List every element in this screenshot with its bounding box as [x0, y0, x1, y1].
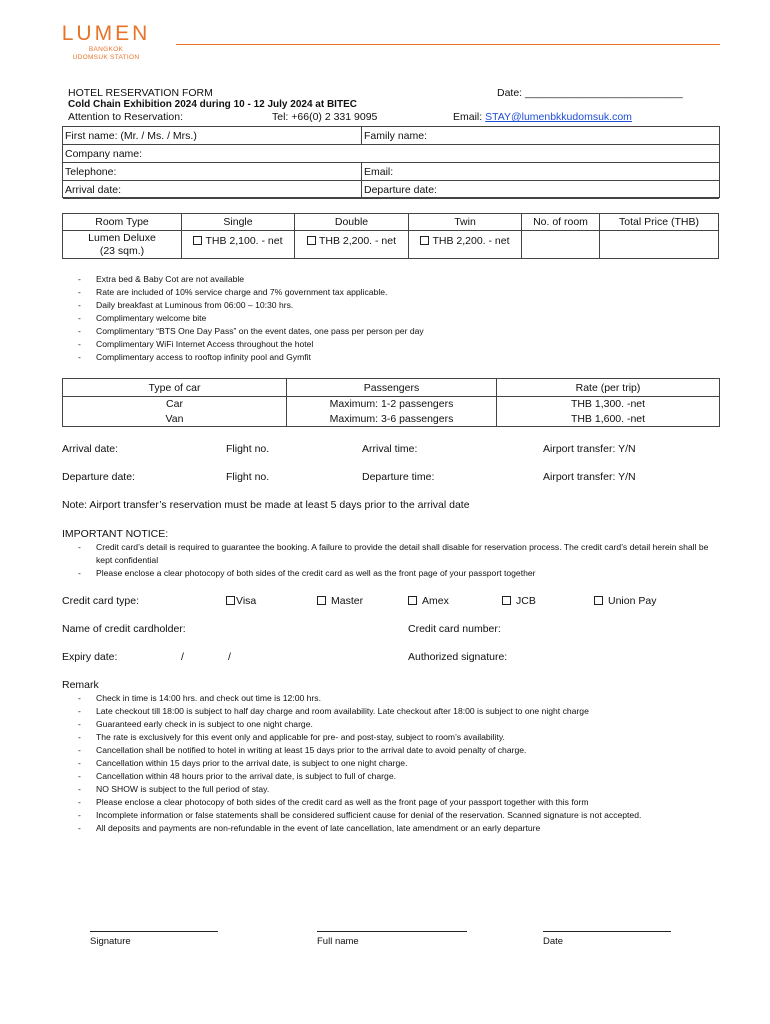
- checkbox-icon[interactable]: [193, 236, 202, 245]
- email-label: Email:: [453, 111, 486, 123]
- checkbox-icon[interactable]: [502, 596, 511, 605]
- divider: [361, 127, 362, 145]
- list-item: - Credit card’s detail is required to guarantee the booking. A failure to provide the detail shall disable for reservation process. The credit card’s detail herein shall be kept confidential: [62, 541, 722, 567]
- card-option-label: Master: [331, 595, 364, 607]
- list-item: - Complimentary WiFi Internet Access throughout the hotel: [62, 338, 424, 351]
- date-line[interactable]: [543, 931, 671, 932]
- logo-brand: LUMEN: [61, 22, 151, 45]
- list-item: - Extra bed & Baby Cot are not available: [62, 273, 424, 286]
- car-type: Car: [63, 397, 287, 412]
- checkbox-icon[interactable]: [420, 236, 429, 245]
- full-name-label: Full name: [317, 936, 359, 947]
- card-option-label: Amex: [422, 595, 449, 607]
- checkbox-icon[interactable]: [226, 596, 235, 605]
- reservation-tel: Tel: +66(0) 2 331 9095: [272, 111, 378, 123]
- remark-list: [62, 692, 722, 835]
- reservation-email-link[interactable]: STAY@lumenbkkudomsuk.com: [485, 111, 632, 123]
- card-type-label: Credit card type:: [62, 595, 140, 607]
- cardholder-name-field[interactable]: Name of credit cardholder:: [62, 623, 186, 635]
- table-row: [63, 412, 720, 427]
- list-item: - Guaranteed early check in is subject to one night charge.: [62, 718, 722, 731]
- car-rate: THB 1,300. -net: [497, 397, 720, 412]
- transfer-arrival-date-field[interactable]: Arrival date:: [62, 443, 119, 455]
- room-type-size: (23 sqm.): [99, 245, 145, 257]
- double-rate-cell[interactable]: [295, 231, 409, 259]
- header-single: Single: [182, 214, 295, 231]
- total-price-input[interactable]: [600, 231, 719, 259]
- transfer-note: Note: Airport transfer’s reservation must be made at least 5 days prior to the arrival date: [62, 499, 470, 511]
- guest-row-name: [63, 127, 719, 145]
- list-item: - Please enclose a clear photocopy of both sides of the credit card as well as the front page of your passport together with this form: [62, 796, 722, 809]
- room-type-name: Lumen Deluxe: [88, 232, 156, 244]
- header-twin: Twin: [409, 214, 522, 231]
- guest-info-box: [62, 126, 720, 198]
- card-option-amex[interactable]: [408, 595, 449, 607]
- hotel-logo: [58, 22, 154, 62]
- room-type-cell: [63, 231, 182, 259]
- header-total-price: Total Price (THB): [600, 214, 719, 231]
- departure-flight-field[interactable]: Flight no.: [226, 471, 270, 483]
- car-rate: THB 1,600. -net: [497, 412, 720, 427]
- expiry-separator: /: [228, 651, 231, 663]
- reservation-email-row: [453, 111, 632, 123]
- list-item: - Please enclose a clear photocopy of both sides of the credit card as well as the front page of your passport together: [62, 567, 722, 580]
- expiry-separator: /: [181, 651, 184, 663]
- no-of-room-input[interactable]: [522, 231, 600, 259]
- divider: [361, 163, 362, 199]
- list-item: - Rate are included of 10% service charge and 7% government tax applicable.: [62, 286, 424, 299]
- telephone-field[interactable]: Telephone:: [65, 166, 117, 178]
- departure-airport-transfer-field[interactable]: Airport transfer: Y/N: [543, 471, 636, 483]
- car-passengers: Maximum: 1-2 passengers: [287, 397, 497, 412]
- signature-label: Signature: [90, 936, 131, 947]
- header-type-of-car: Type of car: [63, 379, 287, 397]
- airport-transfer-rate-table: [62, 378, 720, 427]
- list-item: - All deposits and payments are non-refundable in the event of late cancellation, late amendment or an early departure: [62, 822, 722, 835]
- header-divider: [176, 44, 720, 45]
- header-double: Double: [295, 214, 409, 231]
- remark-title: Remark: [62, 679, 99, 691]
- card-option-label: Union Pay: [608, 595, 657, 607]
- twin-rate-cell[interactable]: [409, 231, 522, 259]
- card-option-union-pay[interactable]: [594, 595, 656, 607]
- notice-title: IMPORTANT NOTICE:: [62, 528, 169, 540]
- authorized-signature-field[interactable]: Authorized signature:: [408, 651, 508, 663]
- list-item: - Complimentary access to rooftop infinity pool and Gymfit: [62, 351, 424, 364]
- table-row: [63, 397, 720, 412]
- guest-row-dates: [63, 181, 719, 199]
- email-field[interactable]: Email:: [364, 166, 394, 178]
- departure-time-field[interactable]: Departure time:: [362, 471, 435, 483]
- car-type: Van: [63, 412, 287, 427]
- notice-list: [62, 541, 722, 580]
- list-item: - Incomplete information or false statements shall be considered sufficient cause for denial of the reservation. Scanned signature is not accepted.: [62, 809, 722, 822]
- arrival-time-field[interactable]: Arrival time:: [362, 443, 418, 455]
- arrival-flight-field[interactable]: Flight no.: [226, 443, 270, 455]
- checkbox-icon[interactable]: [317, 596, 326, 605]
- car-passengers: Maximum: 3-6 passengers: [287, 412, 497, 427]
- card-option-master[interactable]: [317, 595, 363, 607]
- card-option-visa[interactable]: [226, 595, 256, 607]
- logo-line-2: UDOMSUK STATION: [72, 54, 140, 61]
- list-item: - Check in time is 14:00 hrs. and check out time is 12:00 hrs.: [62, 692, 722, 705]
- company-name-field[interactable]: Company name:: [65, 148, 143, 160]
- arrival-date-field[interactable]: Arrival date:: [65, 184, 122, 196]
- list-item: - Cancellation within 48 hours prior to the arrival date, is subject to full of charge.: [62, 770, 722, 783]
- single-rate: THB 2,100. - net: [205, 235, 283, 247]
- guest-row-company: [63, 145, 719, 163]
- room-table-row: [63, 231, 719, 259]
- room-table-header: [63, 214, 719, 231]
- twin-rate: THB 2,200. - net: [432, 235, 510, 247]
- list-item: - Cancellation within 15 days prior to the arrival date, is subject to one night charge.: [62, 757, 722, 770]
- attention-label: Attention to Reservation:: [68, 111, 183, 123]
- date-field[interactable]: Date: ___________________________: [497, 87, 683, 99]
- first-name-field[interactable]: First name: (Mr. / Ms. / Mrs.): [65, 130, 197, 142]
- arrival-airport-transfer-field[interactable]: Airport transfer: Y/N: [543, 443, 636, 455]
- header-rate: Rate (per trip): [497, 379, 720, 397]
- room-rate-table: [62, 213, 719, 259]
- list-item: - The rate is exclusively for this event only and applicable for pre- and post-stay, subject to room’s availability.: [62, 731, 722, 744]
- list-item: - Daily breakfast at Luminous from 06:00 – 10:30 hrs.: [62, 299, 424, 312]
- form-title: HOTEL RESERVATION FORM: [68, 87, 213, 99]
- full-name-line[interactable]: [317, 931, 467, 932]
- list-item: - Cancellation shall be notified to hotel in writing at least 15 days prior to the arrival date to avoid penalty of charge.: [62, 744, 722, 757]
- checkbox-icon[interactable]: [594, 596, 603, 605]
- header-no-of-room: No. of room: [522, 214, 600, 231]
- single-rate-cell[interactable]: [182, 231, 295, 259]
- list-item: - Late checkout till 18:00 is subject to half day charge and room availability. Late checkout after 18:00 is subject to one night charge: [62, 705, 722, 718]
- event-title: Cold Chain Exhibition 2024 during 10 - 12 July 2024 at BITEC: [68, 99, 357, 110]
- card-option-label: JCB: [516, 595, 536, 607]
- date-label: Date: [543, 936, 564, 947]
- list-item: - Complimentary “BTS One Day Pass” on the event dates, one pass per person per day: [62, 325, 424, 338]
- logo-line-1: BANGKOK: [88, 46, 124, 53]
- car-table-header: [63, 379, 720, 397]
- checkbox-icon[interactable]: [408, 596, 417, 605]
- card-option-label: Visa: [236, 595, 257, 607]
- departure-date-field[interactable]: Departure date:: [364, 184, 437, 196]
- list-item: - NO SHOW is subject to the full period of stay.: [62, 783, 722, 796]
- expiry-date-field[interactable]: Expiry date:: [62, 651, 118, 663]
- double-rate: THB 2,200. - net: [318, 235, 397, 247]
- list-item: - Complimentary welcome bite: [62, 312, 424, 325]
- header-room-type: Room Type: [63, 214, 182, 231]
- transfer-departure-date-field[interactable]: Departure date:: [62, 471, 135, 483]
- card-option-jcb[interactable]: [502, 595, 536, 607]
- room-notes-list: [62, 273, 424, 364]
- header-passengers: Passengers: [287, 379, 497, 397]
- card-number-field[interactable]: Credit card number:: [408, 623, 501, 635]
- family-name-field[interactable]: Family name:: [364, 130, 428, 142]
- signature-line[interactable]: [90, 931, 218, 932]
- checkbox-icon[interactable]: [307, 236, 316, 245]
- guest-row-contact: [63, 163, 719, 181]
